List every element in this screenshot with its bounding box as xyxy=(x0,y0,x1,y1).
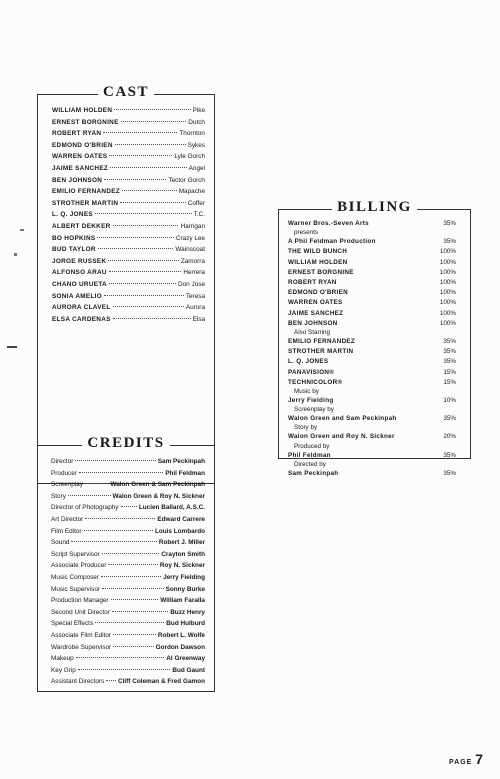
cast-actor-name: WARREN OATES xyxy=(52,153,108,161)
billing-row xyxy=(288,368,456,378)
credit-person: Al Greenway xyxy=(166,655,205,663)
billing-percent: 35% xyxy=(443,348,456,356)
credits-list xyxy=(51,456,205,688)
leader-dots xyxy=(109,271,181,272)
billing-row xyxy=(288,288,456,298)
cast-row xyxy=(52,128,205,140)
credit-role: Film Editor xyxy=(51,527,82,535)
credit-row xyxy=(51,676,205,688)
leader-dots xyxy=(113,634,156,635)
cast-actor-name: AURORA CLAVEL xyxy=(52,304,111,312)
credit-person: Lucien Ballard, A.S.C. xyxy=(138,504,205,512)
billing-row xyxy=(288,237,456,247)
cast-actor-name: ELSA CARDENAS xyxy=(52,315,111,323)
leader-dots xyxy=(79,472,163,473)
cast-actor-name: ERNEST BORGNINE xyxy=(52,118,119,126)
billing-percent: 35% xyxy=(443,451,456,459)
scan-mark xyxy=(7,346,17,348)
credit-role: Music Composer xyxy=(51,573,99,581)
billing-percent: 35% xyxy=(443,238,456,246)
leader-dots xyxy=(97,237,173,238)
cast-role-name: Sykes xyxy=(187,141,205,149)
billing-label: Sam Peckinpah xyxy=(288,469,339,477)
billing-row xyxy=(288,247,456,257)
credit-person: Louis Lombardo xyxy=(154,527,205,535)
credit-role: Director xyxy=(51,458,74,465)
leader-dots xyxy=(68,495,111,496)
credit-person: Robert L. Wolfe xyxy=(157,631,205,639)
billing-row xyxy=(288,432,456,442)
billing-label: Jerry Fielding xyxy=(288,397,334,405)
cast-role-name: Dutch xyxy=(188,118,205,126)
credit-row xyxy=(51,491,205,503)
credit-role: Key Grip xyxy=(51,666,76,674)
billing-percent: 10% xyxy=(443,397,456,405)
credit-person: Sam Peckinpah xyxy=(157,458,205,465)
credit-person: Edward Carrere xyxy=(157,515,205,523)
billing-subhead: Also Starring xyxy=(294,329,331,337)
credit-row xyxy=(51,456,205,468)
leader-dots xyxy=(84,530,153,531)
credit-row xyxy=(51,514,205,526)
cast-row xyxy=(52,314,205,326)
credit-row xyxy=(51,479,205,491)
credit-role: Associate Producer xyxy=(51,562,107,570)
leader-dots xyxy=(102,588,164,589)
cast-row xyxy=(52,117,205,129)
credit-person: Buzz Henry xyxy=(170,608,205,616)
credit-role: Assistant Directors xyxy=(51,678,105,686)
cast-role-name: Thornton xyxy=(179,130,205,138)
billing-box xyxy=(278,199,471,477)
leader-dots xyxy=(109,283,176,284)
leader-dots xyxy=(115,144,186,145)
credit-row xyxy=(51,630,205,642)
leader-dots xyxy=(85,518,155,519)
credit-row xyxy=(51,653,205,665)
credit-row xyxy=(51,665,205,677)
billing-percent: 35% xyxy=(443,220,456,227)
billing-label: A Phil Feldman Production xyxy=(288,238,376,246)
cast-role-name: Aurora xyxy=(185,304,205,312)
billing-label: EDMOND O'BRIEN xyxy=(288,289,348,297)
cast-role-name: Tector Gorch xyxy=(168,176,205,184)
credit-role: Special Effects xyxy=(51,620,94,628)
billing-label: STROTHER MARTIN xyxy=(288,348,354,356)
cast-actor-name: SONIA AMELIO xyxy=(52,292,102,300)
billing-row xyxy=(288,469,456,479)
credit-row xyxy=(51,549,205,561)
credit-person: Bud Hulburd xyxy=(166,620,205,628)
leader-dots xyxy=(98,248,174,249)
scan-mark xyxy=(20,229,24,231)
scan-mark xyxy=(14,253,17,256)
billing-percent: 100% xyxy=(439,268,456,276)
cast-role-name: Angel xyxy=(188,164,205,172)
leader-dots xyxy=(108,260,178,261)
credit-row xyxy=(51,560,205,572)
cast-row xyxy=(52,186,205,198)
leader-dots xyxy=(104,179,166,180)
cast-row xyxy=(52,209,205,221)
billing-subhead: Story by xyxy=(294,424,318,432)
cast-row xyxy=(52,256,205,268)
billing-label: L. Q. JONES xyxy=(288,358,329,366)
cast-row xyxy=(52,151,205,163)
cast-box xyxy=(37,84,215,484)
billing-row xyxy=(288,319,456,329)
credit-person: Jerry Fielding xyxy=(163,573,205,581)
billing-percent: 35% xyxy=(443,338,456,346)
leader-dots xyxy=(106,680,116,681)
credit-person: Bud Gaunt xyxy=(172,666,205,674)
cast-role-name: Elsa xyxy=(192,315,205,323)
billing-percent: 100% xyxy=(439,279,456,287)
cast-role-name: Herrera xyxy=(183,269,205,277)
billing-percent: 35% xyxy=(443,469,456,477)
credit-row xyxy=(51,502,205,514)
credit-role: Screenplay xyxy=(51,481,83,489)
cast-role-name: Teresa xyxy=(185,292,205,300)
cast-actor-name: STROTHER MARTIN xyxy=(52,199,119,207)
billing-label: BEN JOHNSON xyxy=(288,319,338,327)
leader-dots xyxy=(104,295,184,296)
leader-dots xyxy=(113,225,179,226)
leader-dots xyxy=(122,190,177,191)
credit-role: Art Director xyxy=(51,515,84,523)
cast-role-name: Harrigan xyxy=(180,222,205,230)
cast-role-name: Pike xyxy=(192,107,205,114)
billing-percent: 100% xyxy=(439,258,456,266)
cast-role-name: T.C. xyxy=(193,211,205,219)
billing-label: THE WILD BUNCH xyxy=(288,248,348,256)
billing-label: Walon Green and Sam Peckinpah xyxy=(288,415,397,423)
billing-title: BILLING xyxy=(279,199,470,216)
credit-role: Wardrobe Supervisor xyxy=(51,643,112,651)
billing-percent: 100% xyxy=(439,248,456,256)
cast-actor-name: EMILIO FERNANDEZ xyxy=(52,188,120,196)
billing-label: ROBERT RYAN xyxy=(288,279,337,287)
cast-role-name: Wainscoat xyxy=(175,246,205,254)
leader-dots xyxy=(102,553,160,554)
credit-row xyxy=(51,468,205,480)
cast-actor-name: L. Q. JONES xyxy=(52,211,93,219)
credit-role: Script Supervisor xyxy=(51,550,100,558)
billing-percent: 100% xyxy=(439,289,456,297)
leader-dots xyxy=(110,167,187,168)
cast-list xyxy=(52,105,205,325)
cast-role-name: Crazy Lee xyxy=(175,234,205,242)
cast-row xyxy=(52,198,205,210)
cast-actor-name: CHANO URUETA xyxy=(52,280,107,288)
leader-dots xyxy=(76,657,165,658)
billing-row xyxy=(288,298,456,308)
leader-dots xyxy=(113,646,153,647)
credit-role: Music Supervisor xyxy=(51,585,101,593)
cast-role-name: Mapache xyxy=(178,188,205,196)
billing-percent: 100% xyxy=(439,299,456,307)
cast-actor-name: EDMOND O'BRIEN xyxy=(52,141,113,149)
credit-role: Sound xyxy=(51,539,70,547)
leader-dots xyxy=(121,121,187,122)
leader-dots xyxy=(95,213,192,214)
credit-person: Walon Green & Roy N. Sickner xyxy=(112,492,205,500)
cast-actor-name: JORGE RUSSEK xyxy=(52,257,107,265)
billing-percent: 35% xyxy=(443,415,456,423)
leader-dots xyxy=(113,306,184,307)
cast-row xyxy=(52,233,205,245)
credit-person: Robert J. Miller xyxy=(158,539,205,547)
credit-person: Crayton Smith xyxy=(161,550,205,558)
credit-person: Gordon Dawson xyxy=(155,643,205,651)
billing-label: PANAVISION® xyxy=(288,368,335,376)
leader-dots xyxy=(109,155,172,156)
cast-role-name: Zamorra xyxy=(180,257,205,265)
billing-subhead: presents xyxy=(294,229,319,237)
cast-row xyxy=(52,267,205,279)
billing-label: ERNEST BORGNINE xyxy=(288,268,354,276)
billing-label: Warner Bros.-Seven Arts xyxy=(288,220,369,227)
cast-row xyxy=(52,279,205,291)
leader-dots xyxy=(78,669,170,670)
credit-role: Makeup xyxy=(51,655,74,663)
credit-person: Walon Green & Sam Peckinpah xyxy=(110,481,205,489)
leader-dots xyxy=(95,622,164,623)
billing-subhead: Directed by xyxy=(294,460,326,468)
billing-row xyxy=(288,347,456,357)
credit-row xyxy=(51,537,205,549)
leader-dots xyxy=(120,202,185,203)
billing-label: TECHNICOLOR® xyxy=(288,378,343,386)
credit-row xyxy=(51,642,205,654)
leader-dots xyxy=(85,483,108,484)
leader-dots xyxy=(121,506,137,507)
credit-role: Associate Film Editor xyxy=(51,631,112,639)
credit-role: Production Manager xyxy=(51,597,109,605)
billing-row xyxy=(288,337,456,347)
credit-person: Cliff Coleman & Fred Gamon xyxy=(118,678,205,686)
credits-title: CREDITS xyxy=(38,435,214,452)
credit-row xyxy=(51,607,205,619)
billing-row xyxy=(288,378,456,388)
billing-list xyxy=(288,219,456,479)
credits-box xyxy=(37,435,215,692)
cast-row xyxy=(52,163,205,175)
leader-dots xyxy=(75,460,155,461)
leader-dots xyxy=(103,132,177,133)
cast-row xyxy=(52,302,205,314)
cast-actor-name: JAIME SANCHEZ xyxy=(52,164,109,172)
cast-actor-name: ALBERT DEKKER xyxy=(52,222,111,230)
leader-dots xyxy=(112,611,168,612)
cast-actor-name: BUD TAYLOR xyxy=(52,246,96,254)
cast-role-name: Lyle Gorch xyxy=(174,153,205,161)
billing-percent: 100% xyxy=(439,309,456,317)
cast-row xyxy=(52,291,205,303)
billing-row xyxy=(288,396,456,406)
billing-subhead: Produced by xyxy=(294,442,330,450)
cast-actor-name: ROBERT RYAN xyxy=(52,130,102,138)
billing-row xyxy=(288,268,456,278)
billing-row xyxy=(288,219,456,229)
credit-role: Director of Photography xyxy=(51,504,119,512)
cast-row xyxy=(52,244,205,256)
cast-row xyxy=(52,175,205,187)
leader-dots xyxy=(111,599,159,600)
billing-percent: 35% xyxy=(443,358,456,366)
credit-row xyxy=(51,526,205,538)
billing-row xyxy=(288,357,456,367)
billing-subhead: Screenplay by xyxy=(294,406,334,414)
credit-row xyxy=(51,595,205,607)
page-number: PAGE 7 xyxy=(449,751,485,767)
credit-row xyxy=(51,618,205,630)
leader-dots xyxy=(108,564,157,565)
billing-percent: 15% xyxy=(443,378,456,386)
billing-percent: 100% xyxy=(439,319,456,327)
cast-row xyxy=(52,105,205,117)
cast-actor-name: ALFONSO ARAU xyxy=(52,269,107,277)
credit-person: Sonny Burke xyxy=(165,585,205,593)
billing-label: JAIME SANCHEZ xyxy=(288,309,344,317)
credit-person: Roy N. Sickner xyxy=(159,562,205,570)
leader-dots xyxy=(114,109,190,110)
leader-dots xyxy=(71,541,156,542)
credit-person: William Faralla xyxy=(160,597,205,605)
billing-label: Walon Green and Roy N. Sickner xyxy=(288,433,395,441)
billing-percent: 20% xyxy=(443,433,456,441)
cast-title: CAST xyxy=(38,84,214,101)
billing-row xyxy=(288,414,456,424)
billing-row xyxy=(288,258,456,268)
credit-row xyxy=(51,584,205,596)
credit-role: Producer xyxy=(51,469,77,477)
credit-role: Second Unit Director xyxy=(51,608,110,616)
billing-label: EMILIO FERNANDEZ xyxy=(288,338,356,346)
billing-label: Phil Feldman xyxy=(288,451,331,459)
cast-actor-name: WILLIAM HOLDEN xyxy=(52,107,113,114)
billing-percent: 15% xyxy=(443,368,456,376)
cast-row xyxy=(52,221,205,233)
credit-person: Phil Feldman xyxy=(165,469,205,477)
cast-role-name: Don Jose xyxy=(178,280,205,288)
credit-role: Story xyxy=(51,492,66,500)
credit-row xyxy=(51,572,205,584)
billing-row xyxy=(288,451,456,461)
billing-subhead: Music by xyxy=(294,388,319,396)
cast-actor-name: BO HOPKINS xyxy=(52,234,96,242)
billing-row xyxy=(288,278,456,288)
cast-actor-name: BEN JOHNSON xyxy=(52,176,103,184)
billing-label: WILLIAM HOLDEN xyxy=(288,258,348,266)
cast-row xyxy=(52,140,205,152)
cast-role-name: Coffer xyxy=(187,199,205,207)
leader-dots xyxy=(101,576,161,577)
billing-row xyxy=(288,309,456,319)
leader-dots xyxy=(113,318,191,319)
billing-label: WARREN OATES xyxy=(288,299,343,307)
